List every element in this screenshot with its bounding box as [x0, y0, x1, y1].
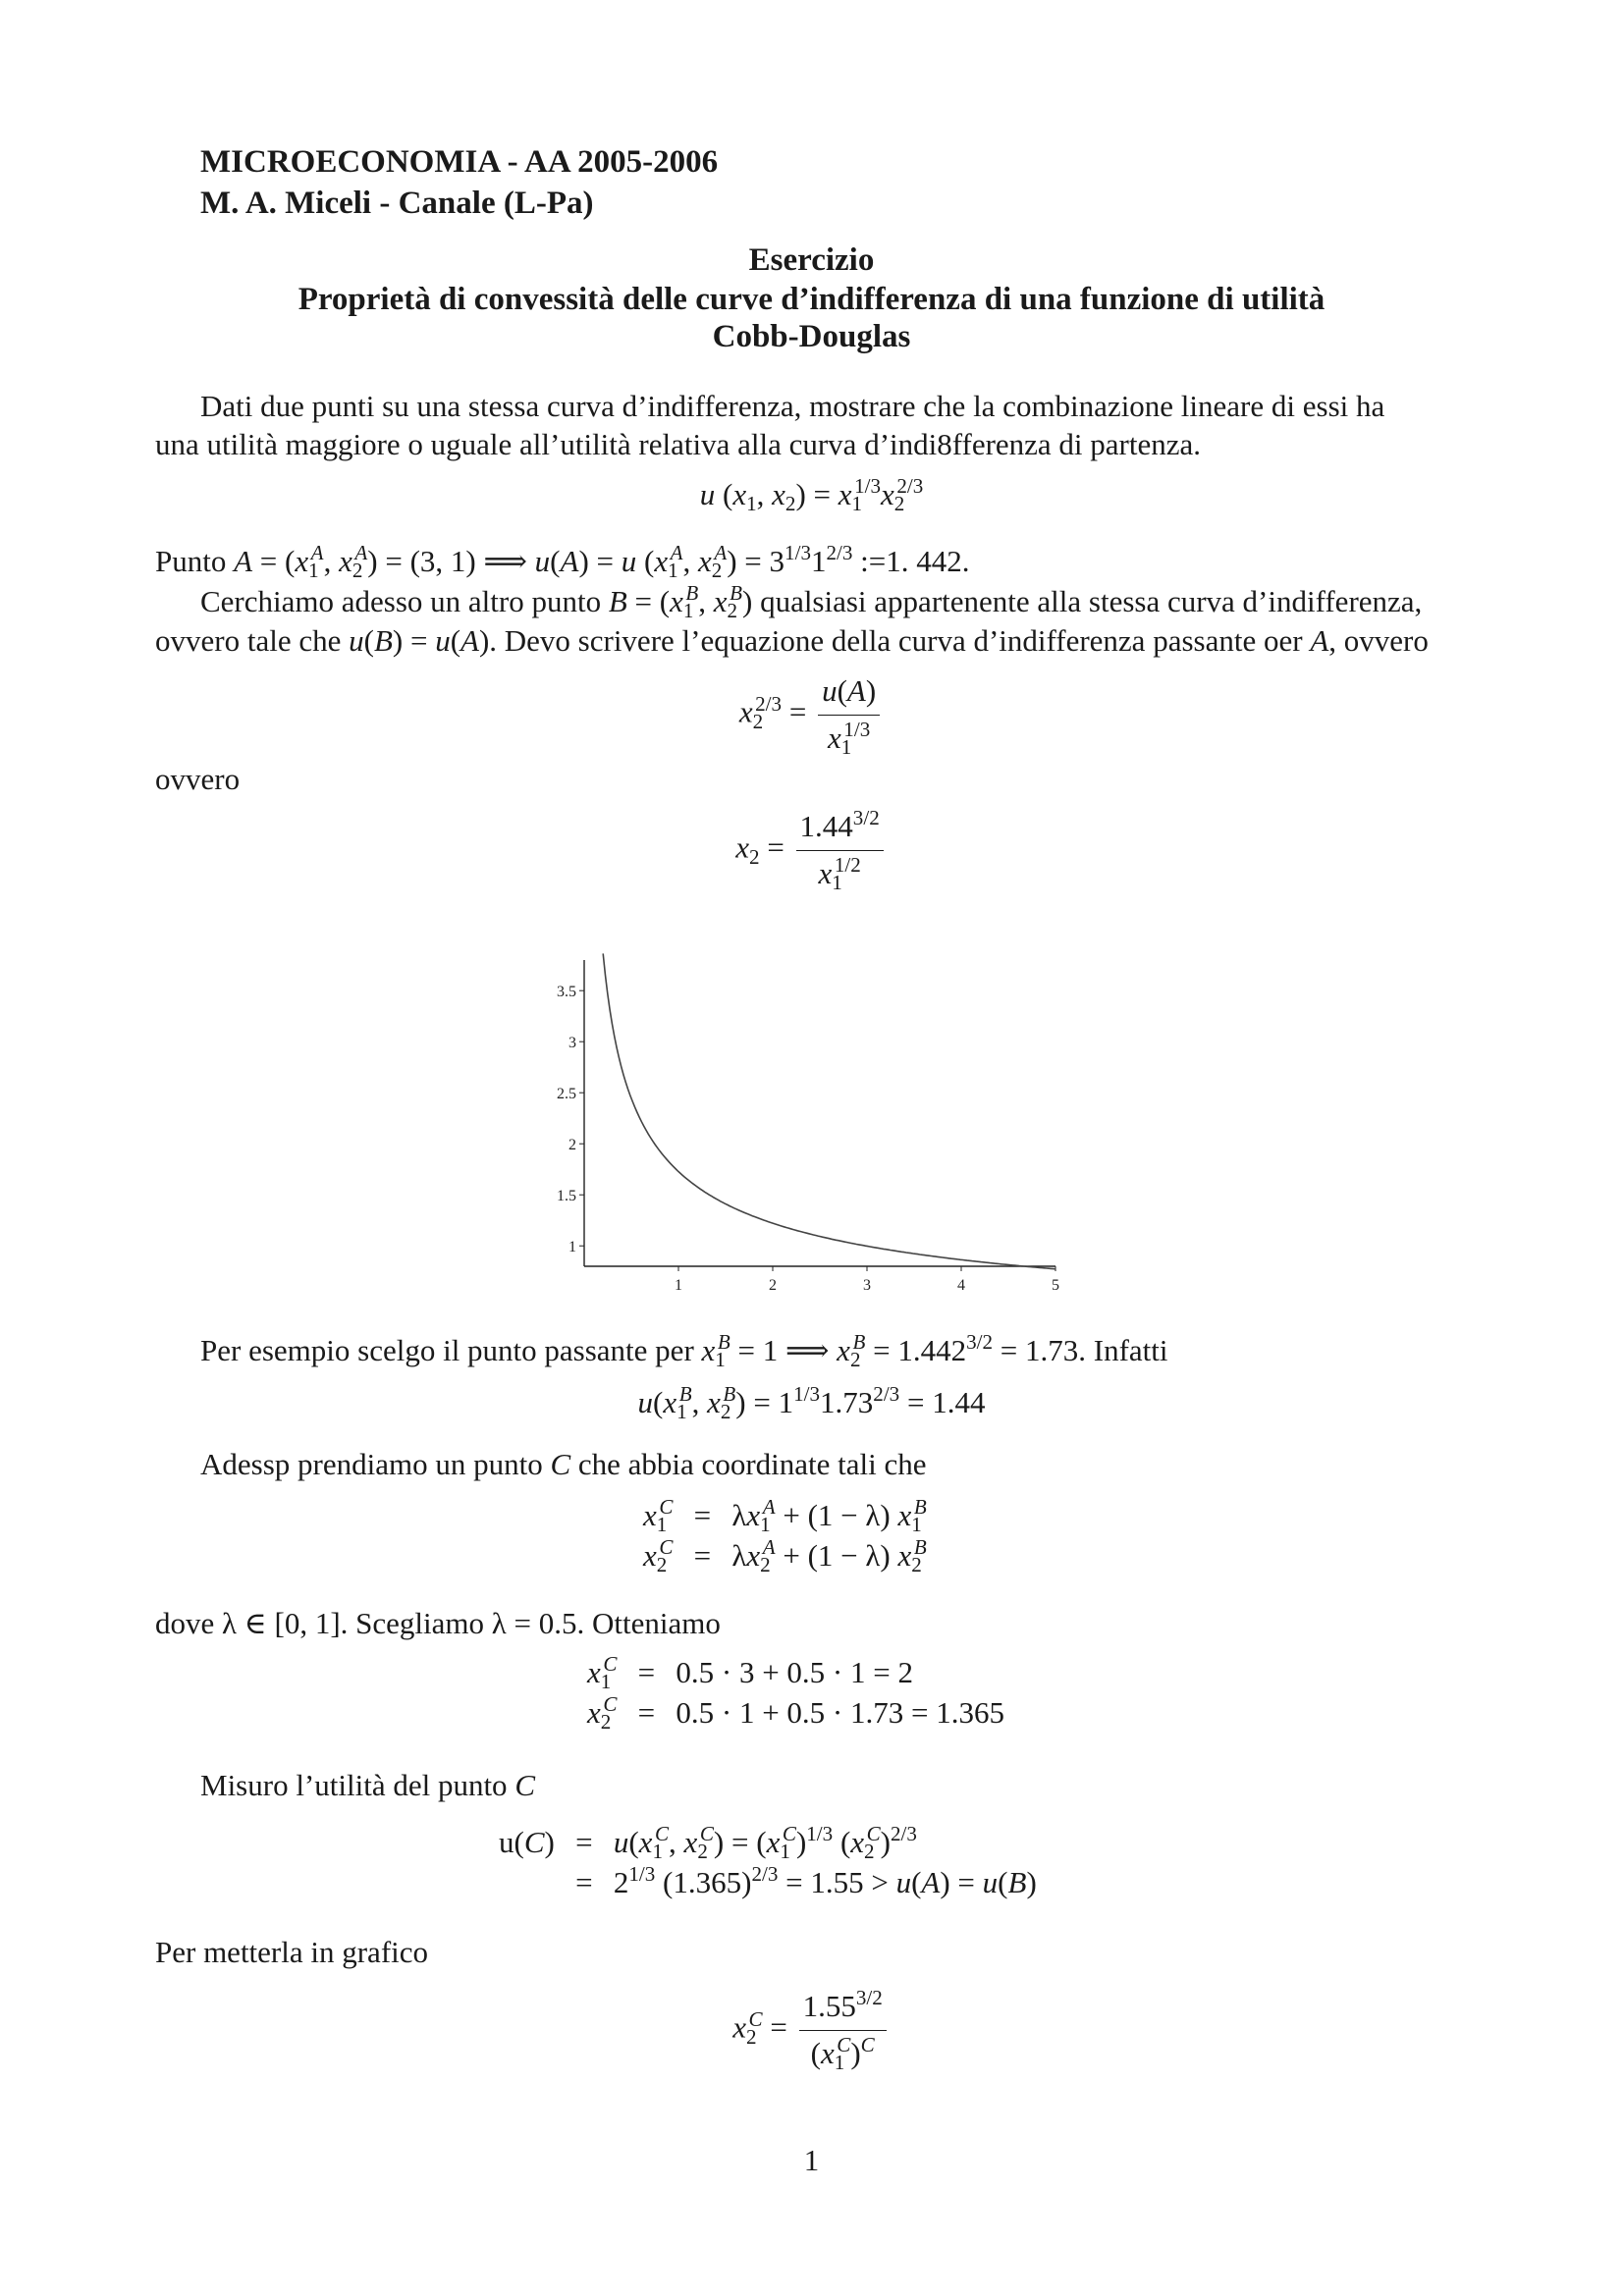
ovvero-end-text: , ovvero [1328, 623, 1429, 658]
y-tick-label: 3 [568, 1035, 576, 1052]
x2b-base: 1.442 [897, 1333, 967, 1367]
utility-function: u ($x_1$, $x_2) = x_1^{1/3}x_2^{2/3}$ [699, 474, 924, 516]
indifference-equation-2: $x_2$ = $\frac{1.44^{3/2}}{x_1^{1/2}}$ [0, 808, 1623, 893]
author-line: M. A. Miceli - Canale (L-Pa) [200, 186, 594, 221]
coef-155: 1.55 [802, 1989, 856, 2023]
per-metterla-line: Per metterla in grafico [155, 1935, 429, 1969]
esempio-line: Per esempio scelgo il punto passante per $x_1^B = 1$ ⟹ $x_2^B = 1.442^{3/2} = 1.73$. Infatti [200, 1330, 1168, 1372]
cerchiamo-line-1: Cerchiamo adesso un altro punto $B = (x_1^B$, $x_2^B$) qualsiasi appartenente alla stessa curva d’indifferenza, [200, 581, 1423, 623]
intro-line-1: Dati due punti su una stessa curva d’indifferenza, mostrare che la combinazione lineare di essi ha [200, 389, 1385, 423]
misuro-text: Misuro l’utilità del punto [200, 1768, 508, 1802]
exercise-subtitle: Cobb-Douglas [712, 319, 911, 354]
utility-b-equation: $u(x_1^B$, $x_2^B) = 1^{1/3}1.73^{2/3} = 1.44$ [637, 1382, 986, 1424]
ovvero-label: ovvero [155, 762, 241, 796]
esempio-text-2: . Infatti [1078, 1333, 1168, 1367]
uc-label: u [499, 1825, 514, 1859]
course-title: MICROECONOMIA - AA 2005-2006 [200, 144, 719, 180]
esempio-text-1: Per esempio scelgo il punto passante per [200, 1333, 694, 1367]
x2c-calc: 0.5 · 1 + 0.5 · 1.73 = 1.365 [676, 1694, 1004, 1730]
cerchiamo-line-2: ovvero tale che u(B) = u(A). Devo scrivere l’equazione della curva d’indifferenza passante oer A, ovvero [155, 623, 1429, 658]
x-tick-label: 3 [863, 1277, 871, 1294]
x-tick-label: 5 [1052, 1277, 1059, 1294]
dove-text-2: . Scegliamo [340, 1606, 484, 1640]
exercise-title: Proprietà di convessità delle curve d’indifferenza di una funzione di utilità [298, 282, 1325, 317]
cerchiamo-text-2: qualsiasi appartenente alla stessa curva d’indifferenza, [760, 584, 1423, 618]
adessp-text-1: Adessp prendiamo un punto [200, 1447, 543, 1481]
point-c-coordinates: $x_1^C$ = 0.5 · 3 + 0.5 · 1 = 2 $x_2^C$ = 0.5 · 1 + 0.5 · 1.73 = 1.365 [587, 1652, 1004, 1735]
chart-ticks [557, 984, 1059, 1294]
dove-line: dove λ ∈ [0, 1]. Scegliamo λ = 0.5. Otteniamo [155, 1606, 721, 1640]
y-tick-label: 3.5 [557, 984, 576, 1001]
dove-text-3: . Otteniamo [576, 1606, 721, 1640]
dove-text-1: dove [155, 1606, 215, 1640]
lambda-value: 0.5 [538, 1606, 577, 1640]
misuro-line: Misuro l’utilità del punto C [200, 1768, 535, 1802]
indifference-curve-chart [530, 942, 1080, 1306]
cerchiamo-text-1: Cerchiamo adesso un altro punto [200, 584, 602, 618]
adessp-line: Adessp prendiamo un punto C che abbia coordinate tali che [200, 1447, 927, 1481]
coef-144: 1.44 [799, 809, 853, 843]
uc-result: = 1.55 > [785, 1864, 889, 1899]
exercise-label: Esercizio [748, 242, 875, 278]
ub-result: = 1.44 [906, 1385, 986, 1419]
y-tick-label: 1.5 [557, 1188, 576, 1205]
adessp-text-2: che abbia coordinate tali che [577, 1447, 927, 1481]
x-tick-label: 4 [957, 1277, 965, 1294]
exp-3-2: 3/2 [852, 806, 880, 830]
punto-label: Punto [155, 544, 227, 578]
chart-axes [584, 960, 1055, 1266]
intro-line-2: una utilità maggiore o uguale all’utilità relativa alla curva d’indi8fferenza di partenza. [155, 427, 1202, 461]
utility-c-derivation: u(C) = $u(x_1^C$, $x_2^C) = (x_1^C)^{1/3}$ $(x_2^C)^{2/3}$ = $2^{1/3}$ $(1.365)^{2/3} = 1.55 > u(A) = u(B)$ [499, 1822, 1037, 1899]
x2b-result: = 1.73 [1000, 1333, 1079, 1367]
ovvero-tale-text: ovvero tale che [155, 623, 342, 658]
ua-value: :=1. 442 [860, 544, 962, 578]
x-tick-label: 2 [769, 1277, 777, 1294]
page-number: 1 [803, 2143, 820, 2177]
x-tick-label: 1 [675, 1277, 682, 1294]
uc-base: (1.365) [663, 1864, 752, 1899]
indifference-curve-line [603, 953, 1055, 1268]
indifference-equation-c: $x_2^C$ = $\frac{1.55^{3/2}}{(x_1^C)^C}$ [0, 1988, 1623, 2073]
y-tick-label: 1 [568, 1239, 576, 1256]
y-tick-label: 2.5 [557, 1086, 576, 1103]
indifference-equation-1: $x_2^{2/3}$ = $\frac{u(A)}{x_1^{1/3}}$ [0, 672, 1623, 758]
y-tick-label: 2 [568, 1137, 576, 1154]
x1c-calc: 0.5 · 3 + 0.5 · 1 = 2 [676, 1655, 913, 1689]
devo-text: . Devo scrivere l’equazione della curva d’indifferenza passante oer [489, 623, 1303, 658]
convex-combination-system: $x_1^C$ = $\lambda x_1^A + (1 - \lambda)$ $x_1^B$ $x_2^C$ = $\lambda x_2^A + (1 - \lambda)$ $x_2^B$ [643, 1495, 927, 1577]
point-a-line: Punto $A = (x_1^A$, $x_2^A) = (3$, 1) ⟹ u(A) = u ($x_1^A$, $x_2^A) = 3^{1/3}1^{2/3}$ :=1. 442. [155, 541, 970, 583]
